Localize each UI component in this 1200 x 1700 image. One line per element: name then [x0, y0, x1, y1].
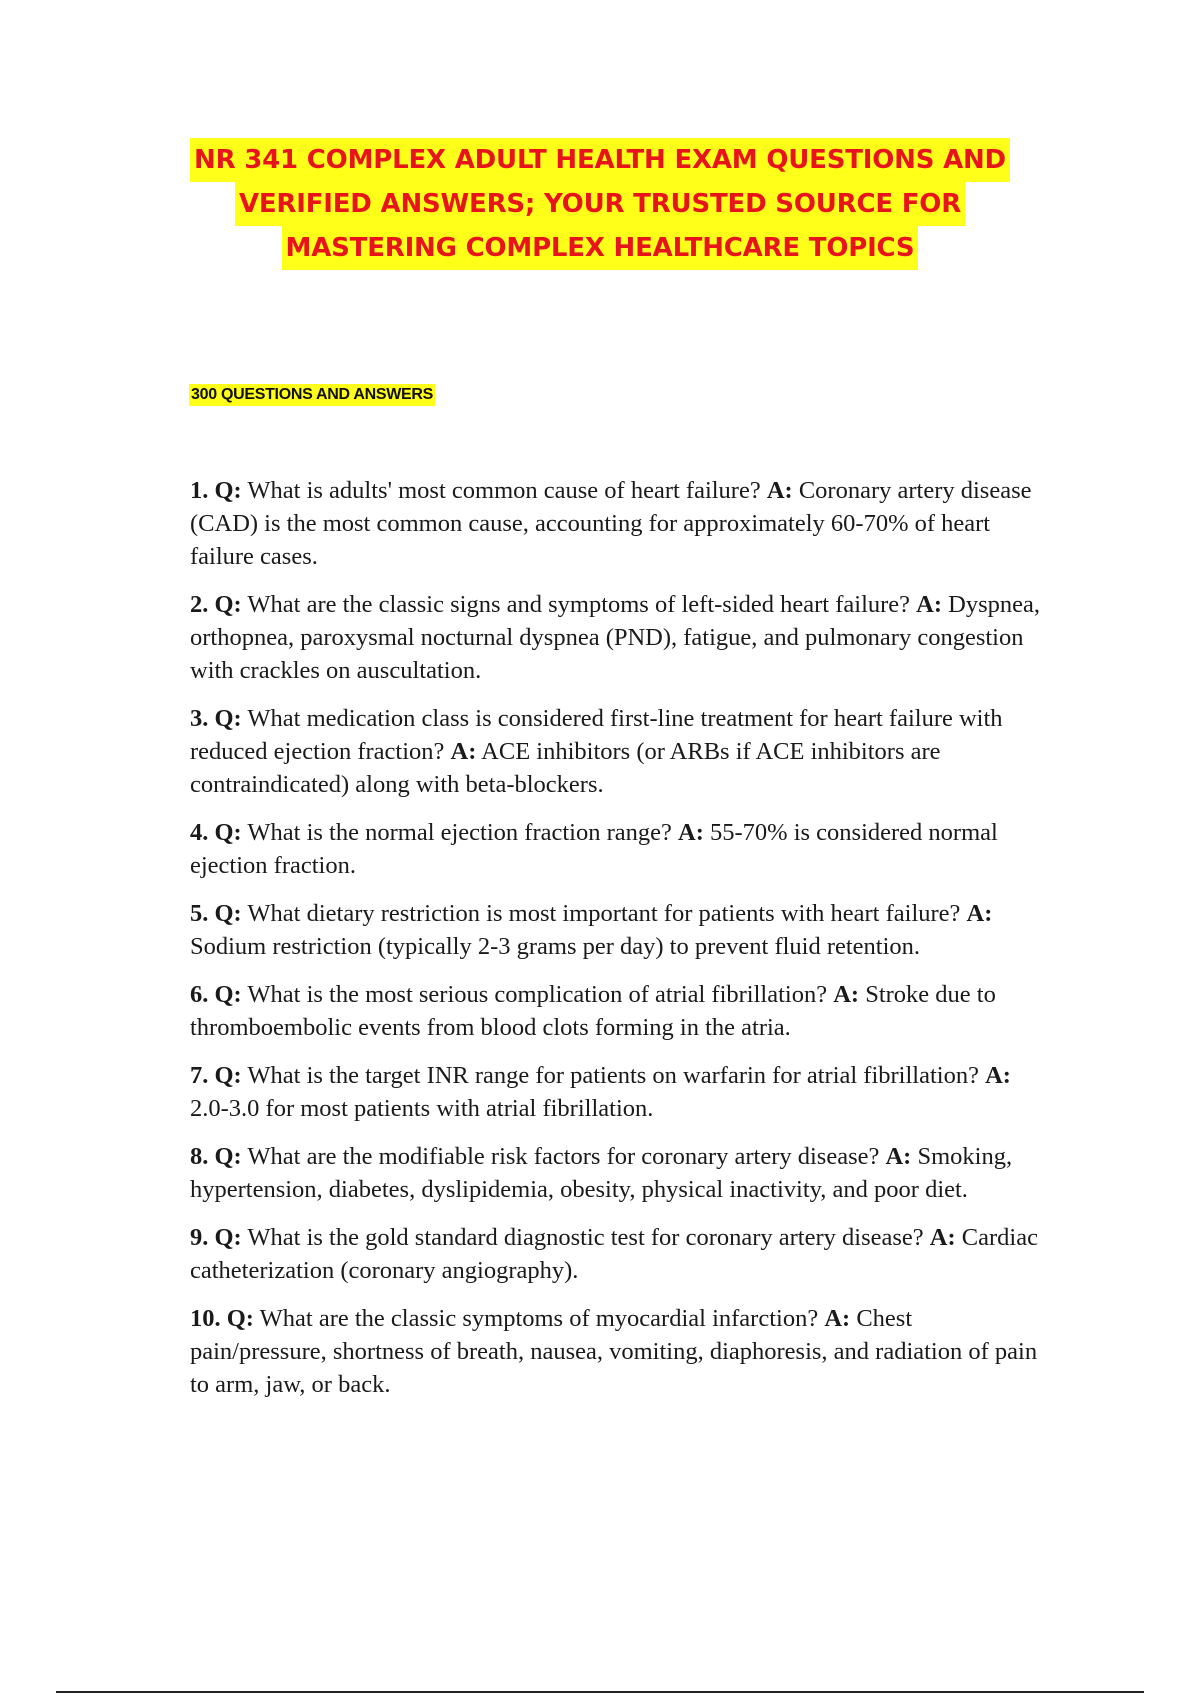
- title-line-1: NR 341 COMPLEX ADULT HEALTH EXAM QUESTIONS AND: [190, 138, 1010, 182]
- qa-item: [190, 897, 1040, 963]
- question-marker: Q:: [214, 591, 242, 618]
- qa-number: 2.: [190, 591, 209, 618]
- answer-text: 2.0-3.0 for most patients with atrial fibrillation.: [190, 1095, 654, 1122]
- qa-number: 6.: [190, 981, 209, 1008]
- answer-text: Dyspnea, orthopnea, paroxysmal nocturnal dyspnea (PND), fatigue, and pulmonary congestion with crackles on auscultation.: [190, 591, 1041, 684]
- document-title: [0, 138, 1200, 270]
- qa-item: [190, 1140, 1040, 1206]
- answer-marker: A:: [678, 819, 704, 846]
- answer-marker: A:: [824, 1305, 851, 1332]
- question-marker: Q:: [214, 1224, 242, 1251]
- document-subtitle: 300 QUESTIONS AND ANSWERS: [189, 384, 435, 406]
- qa-item: [190, 1221, 1040, 1287]
- answer-text: ACE inhibitors (or ARBs if ACE inhibitors are contraindicated) along with beta-blockers.: [190, 738, 941, 798]
- question-marker: Q:: [214, 819, 242, 846]
- question-text: What dietary restriction is most important for patients with heart failure?: [247, 900, 961, 927]
- page-bottom-divider: [56, 1691, 1144, 1693]
- answer-marker: A:: [966, 900, 993, 927]
- answer-marker: A:: [985, 1062, 1011, 1089]
- question-text: What are the classic symptoms of myocardial infarction?: [259, 1305, 819, 1332]
- qa-list: [190, 474, 1040, 1416]
- qa-number: 4.: [190, 819, 209, 846]
- question-text: What medication class is considered first-line treatment for heart failure with reduced ejection fraction?: [190, 705, 1003, 765]
- qa-number: 5.: [190, 900, 209, 927]
- question-marker: Q:: [214, 1062, 242, 1089]
- question-text: What is the most serious complication of atrial fibrillation?: [247, 981, 828, 1008]
- qa-number: 9.: [190, 1224, 209, 1251]
- answer-marker: A:: [833, 981, 860, 1008]
- qa-number: 7.: [190, 1062, 209, 1089]
- qa-number: 8.: [190, 1143, 209, 1170]
- answer-text: Chest pain/pressure, shortness of breath, nausea, vomiting, diaphoresis, and radiation of pain to arm, jaw, or back.: [190, 1305, 1038, 1398]
- qa-item: [190, 474, 1040, 573]
- question-text: What is the target INR range for patients on warfarin for atrial fibrillation?: [247, 1062, 979, 1089]
- question-marker: Q:: [214, 705, 242, 732]
- question-marker: Q:: [214, 477, 242, 504]
- answer-text: Sodium restriction (typically 2-3 grams per day) to prevent fluid retention.: [190, 933, 921, 960]
- qa-item: [190, 816, 1040, 882]
- answer-marker: A:: [929, 1224, 956, 1251]
- question-marker: Q:: [214, 1143, 242, 1170]
- question-text: What is adults' most common cause of heart failure?: [247, 477, 761, 504]
- answer-text: Stroke due to thromboembolic events from blood clots forming in the atria.: [190, 981, 996, 1041]
- answer-text: Cardiac catheterization (coronary angiography).: [190, 1224, 1038, 1284]
- qa-number: 3.: [190, 705, 209, 732]
- title-line-2: VERIFIED ANSWERS; YOUR TRUSTED SOURCE FOR: [235, 182, 965, 226]
- question-text: What is the normal ejection fraction range?: [247, 819, 672, 846]
- answer-text: 55-70% is considered normal ejection fraction.: [190, 819, 998, 879]
- question-text: What are the modifiable risk factors for coronary artery disease?: [247, 1143, 880, 1170]
- qa-number: 1.: [190, 477, 209, 504]
- question-marker: Q:: [214, 981, 242, 1008]
- answer-text: Smoking, hypertension, diabetes, dyslipidemia, obesity, physical inactivity, and poor diet.: [190, 1143, 1013, 1203]
- question-text: What is the gold standard diagnostic test for coronary artery disease?: [247, 1224, 924, 1251]
- qa-item: [190, 588, 1040, 687]
- question-marker: Q:: [226, 1305, 254, 1332]
- qa-item: [190, 702, 1040, 801]
- answer-text: Coronary artery disease (CAD) is the most common cause, accounting for approximately 60-70% of heart failure cases.: [190, 477, 1032, 570]
- qa-number: 10.: [190, 1305, 221, 1332]
- title-line-3: MASTERING COMPLEX HEALTHCARE TOPICS: [282, 226, 919, 270]
- qa-item: [190, 1302, 1040, 1401]
- question-marker: Q:: [214, 900, 242, 927]
- answer-marker: A:: [450, 738, 477, 765]
- answer-marker: A:: [766, 477, 793, 504]
- answer-marker: A:: [885, 1143, 912, 1170]
- answer-marker: A:: [916, 591, 943, 618]
- qa-item: [190, 1059, 1040, 1125]
- question-text: What are the classic signs and symptoms of left-sided heart failure?: [247, 591, 911, 618]
- qa-item: [190, 978, 1040, 1044]
